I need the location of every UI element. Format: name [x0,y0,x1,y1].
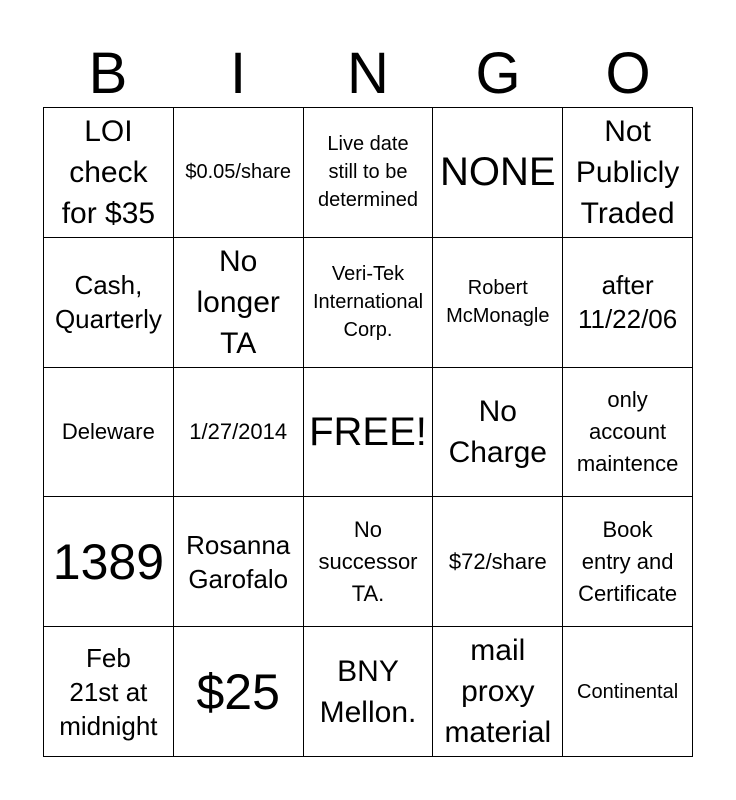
bingo-cell-r1c1[interactable] [44,108,174,238]
cell-label: only account maintence [576,386,679,476]
cell-label: Not Publicly Traded [575,114,680,230]
bingo-cell-r3c5[interactable] [563,368,693,498]
cell-label: LOI check for $35 [61,114,156,230]
cell-label: Veri-Tek International Corp. [312,263,424,342]
cell-label: Live date still to be determined [317,133,419,212]
header-letter-o: O [605,41,651,106]
bingo-cell-r3c1[interactable] [44,368,174,498]
bingo-cell-r1c2[interactable] [174,108,304,238]
bingo-cell-r4c1[interactable] [44,497,174,627]
header-letter-n: N [347,41,389,106]
bingo-cell-r5c1[interactable] [44,627,174,757]
bingo-cell-r5c4[interactable] [433,627,563,757]
bingo-cell-r1c3[interactable] [304,108,434,238]
bingo-cell-r1c5[interactable] [563,108,693,238]
cell-label: $25 [196,663,280,720]
cell-label: FREE! [309,409,427,454]
cell-label: NONE [440,150,556,195]
bingo-cell-r1c4[interactable] [433,108,563,238]
cell-label: Book entry and Certificate [578,516,678,606]
cell-label: Cash, Quarterly [54,270,162,335]
bingo-cell-r2c2[interactable] [174,238,304,368]
bingo-cell-r2c4[interactable] [433,238,563,368]
bingo-cell-r4c5[interactable] [563,497,693,627]
bingo-cell-r4c3[interactable] [304,497,434,627]
cell-label: $0.05/share [185,161,292,184]
header-letter-i: I [229,41,247,106]
cell-label: Feb 21st at midnight [59,642,158,741]
cell-label: after 11/22/06 [577,270,678,335]
cell-label: Deleware [61,418,155,444]
cell-label: 1389 [52,533,165,590]
cell-label: Robert McMonagle [446,277,550,328]
bingo-cell-r2c1[interactable] [44,238,174,368]
cell-label: No Charge [448,394,547,469]
cell-label: $72/share [448,548,547,574]
bingo-cell-r2c5[interactable] [563,238,693,368]
bingo-cell-r2c3[interactable] [304,238,434,368]
bingo-cell-r4c4[interactable] [433,497,563,627]
cell-label: mail proxy material [444,634,552,750]
bingo-board [43,107,693,757]
cell-label: No longer TA [196,244,280,360]
bingo-header [43,40,693,108]
bingo-cell-r3c2[interactable] [174,368,304,498]
bingo-cell-r3c4[interactable] [433,368,563,498]
bingo-cell-r5c5[interactable] [563,627,693,757]
cell-label: Rosanna Garofalo [186,529,291,594]
cell-label: BNY Mellon. [319,654,417,729]
bingo-cell-r5c2[interactable] [174,627,304,757]
bingo-cell-r3c3[interactable] [304,368,434,498]
bingo-cell-r4c2[interactable] [174,497,304,627]
cell-label: Continental [577,680,679,703]
cell-label: No successor TA. [318,516,418,606]
bingo-cell-r5c3[interactable] [304,627,434,757]
header-letter-g: G [475,41,521,106]
header-letter-b: B [88,41,128,106]
cell-label: 1/27/2014 [189,418,288,444]
